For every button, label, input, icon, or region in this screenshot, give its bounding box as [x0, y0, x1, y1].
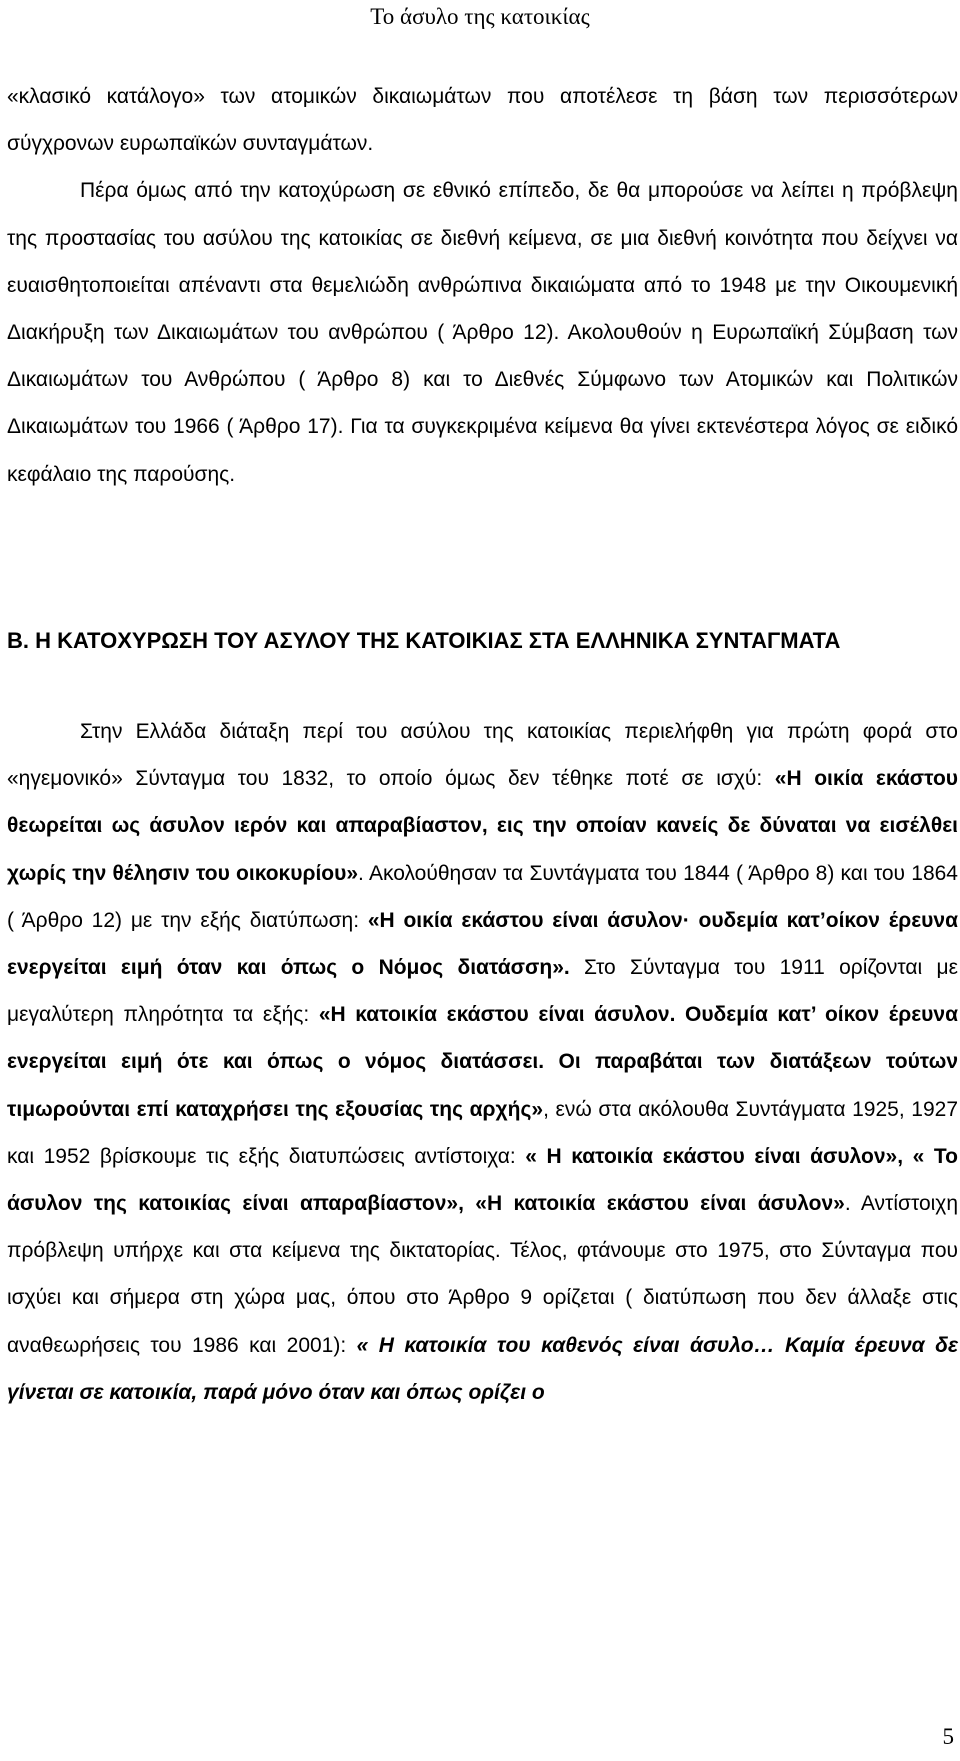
quote-1925-1952: « Η κατοικία εκάστου είναι άσυλον», « Το άσυλον της κατοικίας είναι απαραβίαστον», «Η κατοικία εκάστου είναι άσυλον» — [7, 1144, 958, 1216]
paragraph-text: . Ακολούθησαν τα Συντάγματα του 1844 ( Άρθρο 8) και του 1864 ( Άρθρο 12) με την εξής διατύπωση: — [7, 861, 958, 932]
section-heading: Β. Η ΚΑΤΟΧΥΡΩΣΗ ΤΟΥ ΑΣΥΛΟΥ ΤΗΣ ΚΑΤΟΙΚΙΑΣ ΣΤΑ ΕΛΛΗΝΙΚΑ ΣΥΝΤΑΓΜΑΤΑ — [7, 628, 841, 653]
quote-1844-1864: «Η οικία εκάστου είναι άσυλον· ουδεμία κατ’οίκον έρευνα ενεργείται ειμή όταν και όπως ο Νόμος διατάσση». — [7, 908, 958, 980]
quote-1975: « Η κατοικία του καθενός είναι άσυλο… Καμία έρευνα δε γίνεται σε κατοικία, παρά μόνο όταν και όπως ορίζει ο — [7, 1333, 958, 1404]
running-header: Το άσυλο της κατοικίας — [370, 4, 590, 29]
paragraph-text: , ενώ στα ακόλουθα Συντάγματα 1925, 1927 και 1952 βρίσκουμε τις εξής διατυπώσεις αντίστοιχα: — [7, 1097, 958, 1168]
quote-1911: «Η κατοικία εκάστου είναι άσυλον. Ουδεμία κατ’ οίκον έρευνα ενεργείται ειμή ότε και όπως ο νόμος διατάσσει. Οι παραβάται των διατάξεων τούτων τιμωρούνται επί καταχρήσει της εξουσίας της αρχής» — [7, 1003, 958, 1121]
paragraph-text: Πέρα όμως από την κατοχύρωση σε εθνικό επίπεδο, δε θα μπορούσε να λείπει η πρόβλεψη της προστασίας του ασύλου της κατοικίας σε διεθνή κείμενα, σε μια διεθνή κοινότητα που δείχνει να ευαισθητοποιείται απέναντι στα θεμελιώδη ανθρώπινα δικαιώματα από το 1948 με την Οικουμενική Διακήρυξη των Δικαιωμάτων του ανθρώπου ( Άρθρο 12). Ακολουθούν η Ευρωπαϊκή Σύμβαση των Δικαιωμάτων του Ανθρώπου ( Άρθρο 8) και το Διεθνές Σύμφωνο των Ατομικών και Πολιτικών Δικαιωμάτων του 1966 ( Άρθρο 17). Για τα συγκεκριμένα κείμενα θα γίνει εκτενέστερα λόγος σε ειδικό κεφάλαιο της παρούσης. — [7, 179, 958, 486]
paragraph-text: . Αντίστοιχη πρόβλεψη υπήρχε και στα κείμενα της δικτατορίας. Τέλος, φτάνουμε στο 1975, στο Σύνταγμα που ισχύει και σήμερα στη χώρα μας, όπου στο Άρθρο 9 ορίζεται ( διατύπωση που δεν άλλαξε στις αναθεωρήσεις του 1986 και 2001): — [7, 1192, 958, 1357]
paragraph-text: «κλασικό κατάλογο» των ατομικών δικαιωμάτων που αποτέλεσε τη βάση των περισσότερων σύγχρονων ευρωπαϊκών συνταγμάτων. — [7, 85, 958, 156]
paragraph-greek-constitutions — [7, 708, 958, 1416]
paragraph-text: Στο Σύνταγμα του 1911 ορίζονται με μεγαλύτερη πληρότητα τα εξής: — [7, 956, 958, 1027]
page-number: 5 — [942, 1724, 954, 1749]
quote-1832: «Η οικία εκάστου θεωρείται ως άσυλον ιερόν και απαραβίαστον, εις την οποίαν κανείς δε δύναται να εισέλθει χωρίς την θέλησιν του οικοκυρίου» — [7, 767, 958, 885]
paragraph-text: Στην Ελλάδα διάταξη περί του ασύλου της κατοικίας περιελήφθη για πρώτη φορά στο «ηγεμονικό» Σύνταγμα του 1832, το οποίο όμως δεν τέθηκε ποτέ σε ισχύ: — [7, 720, 958, 791]
paragraph-international-texts — [7, 73, 958, 498]
